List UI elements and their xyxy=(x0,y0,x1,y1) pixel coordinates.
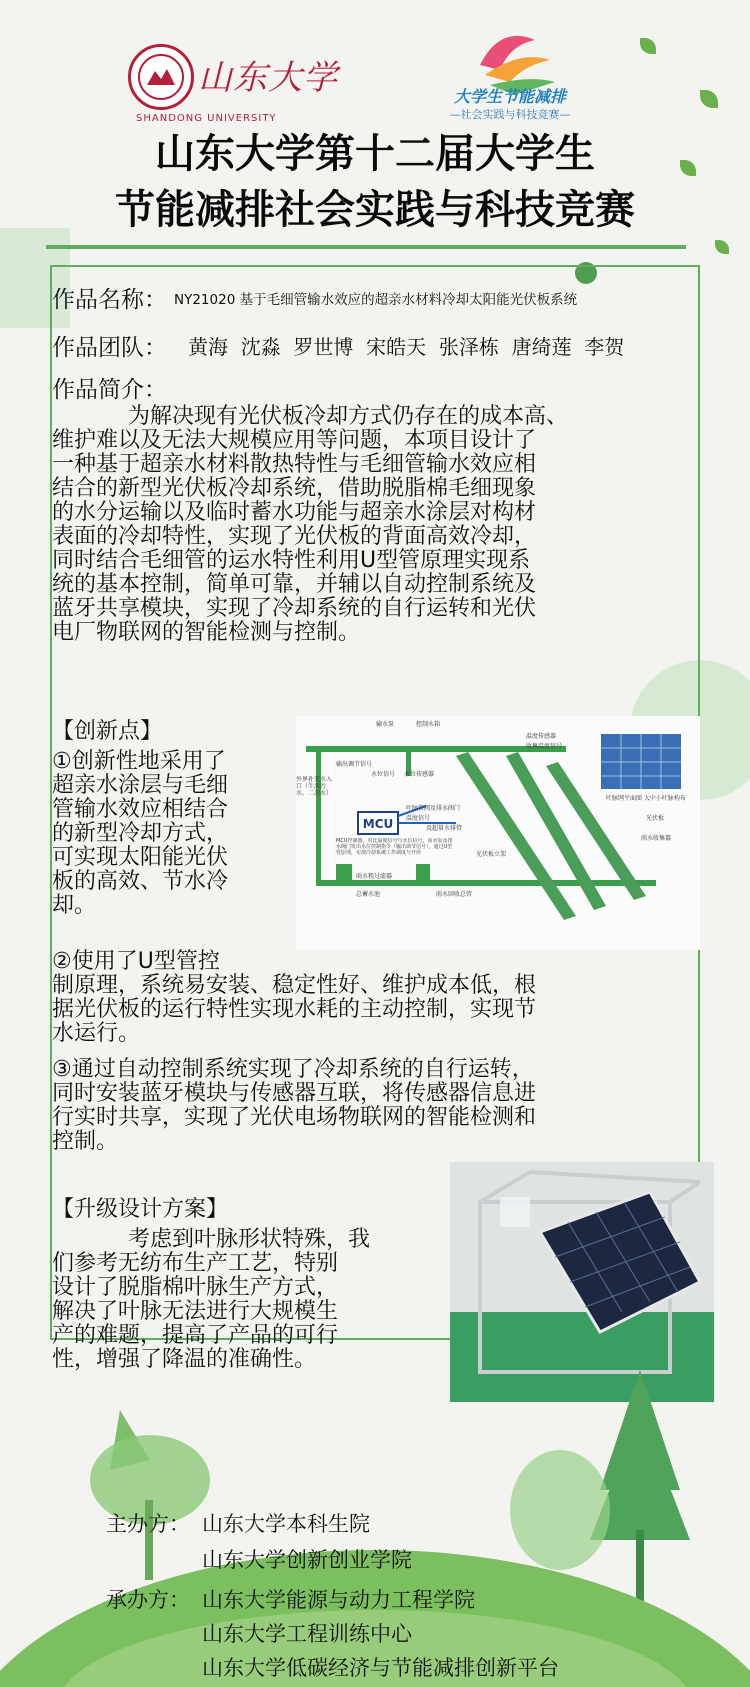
university-en-name: SHANDONG UNIVERSITY xyxy=(136,113,277,124)
upgrade-line: 们参考无纺布生产工艺，特别 xyxy=(52,1251,339,1276)
diagram-label-supply: 外界补充水入口（生活污水、二次水） xyxy=(296,776,333,797)
innovation-heading: 【创新点】 xyxy=(52,719,163,744)
host-label: 主办方： xyxy=(106,1512,190,1536)
intro-line: 一种基于超亲水材料散热特性与毛细管输水效应相 xyxy=(52,452,537,477)
intro-line: 蓝牙共享模块，实现了冷却系统的自行运转和光伏 xyxy=(52,596,537,621)
university-logo-text: 山东大学 xyxy=(198,58,338,98)
leaf-decoration xyxy=(640,38,656,54)
intro-label: 作品简介： xyxy=(52,377,167,403)
innovation-point1 xyxy=(52,750,292,918)
point1-line: 的新型冷却方式， xyxy=(52,821,229,846)
diagram-label-temp-signal: 温度信号 xyxy=(406,815,431,822)
upgrade-line: 解决了叶脉无法进行大规模生 xyxy=(52,1299,339,1324)
diagram-label-pv-panel: 光伏板 xyxy=(646,815,665,822)
system-diagram xyxy=(296,716,700,950)
frame-top-bar xyxy=(46,245,686,249)
team-members: 黄海 沈淼 罗世博 宋皓天 张泽栋 唐绮莲 李贺 xyxy=(188,335,625,359)
innovation-point2 xyxy=(52,950,712,1046)
host-org-2: 山东大学创新创业学院 xyxy=(202,1548,412,1572)
upgrade-line: 考虑到叶脉形状特殊，我 xyxy=(128,1227,371,1252)
intro-line: 同时结合毛细管的运水特性利用U型管原理实现系 xyxy=(52,548,531,573)
university-seal-logo xyxy=(128,44,194,110)
diagram-label-water-level-signal: 水位信号 xyxy=(371,771,396,778)
upgrade-line: 设计了脱脂棉叶脉生产方式， xyxy=(52,1275,339,1300)
point2-line: 水运行。 xyxy=(52,1021,141,1046)
point2-line: 制原理，系统易安装、稳定性好、维护成本低，根 xyxy=(52,973,537,998)
diagram-label-output-signal: 输出调节信号 xyxy=(336,761,373,768)
intro-line: 统的基本控制，简单可靠，并辅以自动控制系统及 xyxy=(52,572,537,597)
point1-line: 可实现太阳能光伏 xyxy=(52,845,229,870)
undertake-org-1: 山东大学能源与动力工程学院 xyxy=(202,1588,475,1612)
intro-line: 为解决现有光伏板冷却方式仍存在的成本高、 xyxy=(128,404,569,429)
page-title-line1: 山东大学第十二届大学生 xyxy=(155,131,595,177)
intro-line: 的水分运输以及临时蓄水功能与超亲水涂层对构材 xyxy=(52,500,537,525)
upgrade-line: 性，增强了降温的准确性。 xyxy=(52,1347,317,1372)
diagram-label-pv-stand: 光伏板立架 xyxy=(476,851,507,858)
intro-paragraph xyxy=(52,405,712,645)
undertake-org-3: 山东大学低碳经济与节能减排创新平台 xyxy=(202,1656,559,1680)
competition-logo-subtitle: —社会实践与科技竞赛— xyxy=(449,108,571,121)
leaf-decoration xyxy=(700,90,718,108)
host-org-1: 山东大学本科生院 xyxy=(202,1512,370,1536)
intro-line: 表面的冷却特性，实现了光伏板的背面高效冷却， xyxy=(52,524,537,549)
diagram-label-temp-sensor: 温度传感器 xyxy=(526,733,557,740)
point1-line: ①创新性地采用了 xyxy=(52,749,226,774)
point1-line: 板的高效、节水冷 xyxy=(52,869,229,894)
point3-line: 同时安装蓝牙模块与传感器互联，将传感器信息进 xyxy=(52,1081,537,1106)
competition-logo-title: 大学生节能减排 xyxy=(453,87,566,106)
diagram-mcu: MCU xyxy=(362,817,394,831)
page-title-line2: 节能减排社会实践与科技竞赛 xyxy=(115,187,635,233)
project-name-label: 作品名称： xyxy=(52,287,167,313)
point2-line: ②使用了U型管控 xyxy=(52,949,220,974)
diagram-label-control-tank: 控制水箱 xyxy=(416,721,441,728)
diagram-label-rain-filter: 雨水粗过滤器 xyxy=(356,873,393,880)
upgrade-line: 产的难题，提高了产品的可行 xyxy=(52,1323,339,1348)
project-name-value: NY21020 基于毛细管输水效应的超亲水材料冷却太阳能光伏板系统 xyxy=(174,292,578,308)
intro-line: 结合的新型光伏板冷却系统，借助脱脂棉毛细现象 xyxy=(52,476,537,501)
point3-line: 控制。 xyxy=(52,1129,119,1154)
diagram-label-total-tank: 总蓄水池 xyxy=(356,891,381,898)
point1-line: 管输水效应相结合 xyxy=(52,797,229,822)
undertake-label: 承办方： xyxy=(106,1588,190,1612)
diagram-label-rain-pipe: 雨水回收总管 xyxy=(436,891,473,898)
point3-line: 行实时共享，实现了光伏电场物联网的智能检测和 xyxy=(52,1105,537,1130)
undertake-org-2: 山东大学工程训练中心 xyxy=(202,1622,412,1646)
diagram-label-valve: 叶脉管阀及排水阀门 xyxy=(406,805,461,812)
diagram-label-rain-collector: 雨水收集器 xyxy=(641,835,672,842)
point2-line: 据光伏板的运行特性实现水耗的主动控制，实现节 xyxy=(52,997,537,1022)
diagram-label-leaf-vein: 叶脉网平面图 大中小叶脉构布 xyxy=(606,795,686,802)
diagram-label-overflow: 及超量水排管 xyxy=(426,825,463,832)
diagram-label-level-sensor: 水位传感器 xyxy=(404,771,435,778)
intro-line: 维护难以及无法大规模应用等问题，本项目设计了 xyxy=(52,428,537,453)
point3-line: ③通过自动控制系统实现了冷却系统的自行运转， xyxy=(52,1057,534,1082)
point1-line: 超亲水涂层与毛细 xyxy=(52,773,229,798)
diagram-pipe xyxy=(316,880,656,886)
diagram-label-pump: 输水泵 xyxy=(376,721,395,728)
upgrade-heading: 【升级设计方案】 xyxy=(52,1197,229,1222)
innovation-point3 xyxy=(52,1058,712,1154)
intro-line: 电厂物联网的智能检测与控制。 xyxy=(52,620,361,645)
diagram-label-mcu-note: MCU控制器，对比温度信号与水位信号，向水泵及排水阀门发出水位控制指令（输出调节信号），通过U型管原理，实现冷却系统工作调度与开停 xyxy=(336,838,453,856)
leaf-decoration xyxy=(715,240,729,254)
diagram-label-collect-temp: 收集温度信号 xyxy=(526,743,563,750)
point1-line: 却。 xyxy=(52,893,97,918)
team-label: 作品团队： xyxy=(52,335,167,361)
